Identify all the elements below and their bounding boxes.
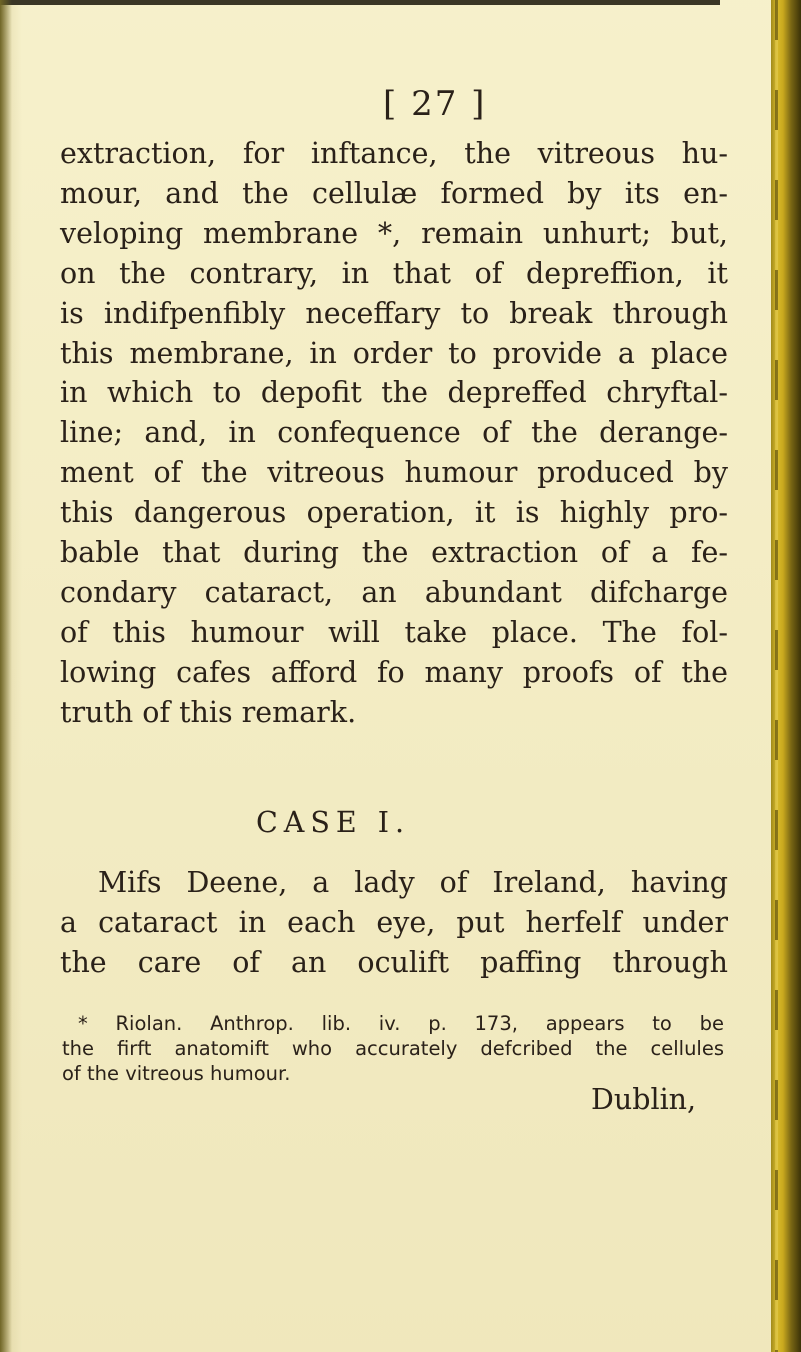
paragraph-line: this dangerous operation, it is highly pro- (60, 496, 728, 530)
paragraph-line: ment of the vitreous humour produced by (60, 456, 728, 490)
case-paragraph (60, 863, 728, 983)
case-line: the care of an oculift paffing through (60, 945, 728, 979)
footnote-line: * Riolan. Anthrop. lib. iv. p. 173, appears to be (78, 1012, 724, 1035)
case-line: Mifs Deene, a lady of Ireland, having (98, 866, 728, 899)
main-paragraph (60, 134, 728, 733)
paragraph-line: truth of this remark. (60, 695, 357, 729)
catchword: Dublin, (591, 1083, 697, 1116)
paragraph-line: lowing cafes afford fo many proofs of the (60, 655, 728, 689)
case-heading: CASE I. (256, 806, 411, 839)
paragraph-line: mour, and the cellulæ formed by its en- (60, 176, 728, 210)
top-edge-shadow (0, 0, 720, 5)
paragraph-line: extraction, for inftance, the vitreous hu- (60, 137, 728, 170)
gutter-shadow (0, 0, 12, 1352)
footnote-line: the firft anatomift who accurately defcribed the cellules (62, 1037, 724, 1060)
paragraph-line: is indifpenfibly neceffary to break through (60, 296, 728, 330)
footnote-line: of the vitreous humour. (62, 1062, 291, 1085)
paragraph-line: condary cataract, an abundant difcharge (60, 575, 728, 609)
paragraph-line: veloping membrane *, remain unhurt; but, (60, 216, 728, 250)
paragraph-line: in which to depofit the depreffed chryftal- (60, 376, 728, 410)
paragraph-line: this membrane, in order to provide a place (60, 336, 728, 370)
case-line: a cataract in each eye, put herfelf under (60, 905, 728, 939)
paragraph-line: bable that during the extraction of a fe- (60, 536, 728, 570)
footnote (62, 1011, 724, 1086)
paragraph-line: of this humour will take place. The fol- (60, 615, 728, 649)
page-number: [ 27 ] (383, 84, 487, 124)
book-spine (771, 0, 801, 1352)
paragraph-line: line; and, in confequence of the derange- (60, 416, 728, 450)
paragraph-line: on the contrary, in that of depreffion, it (60, 256, 728, 290)
